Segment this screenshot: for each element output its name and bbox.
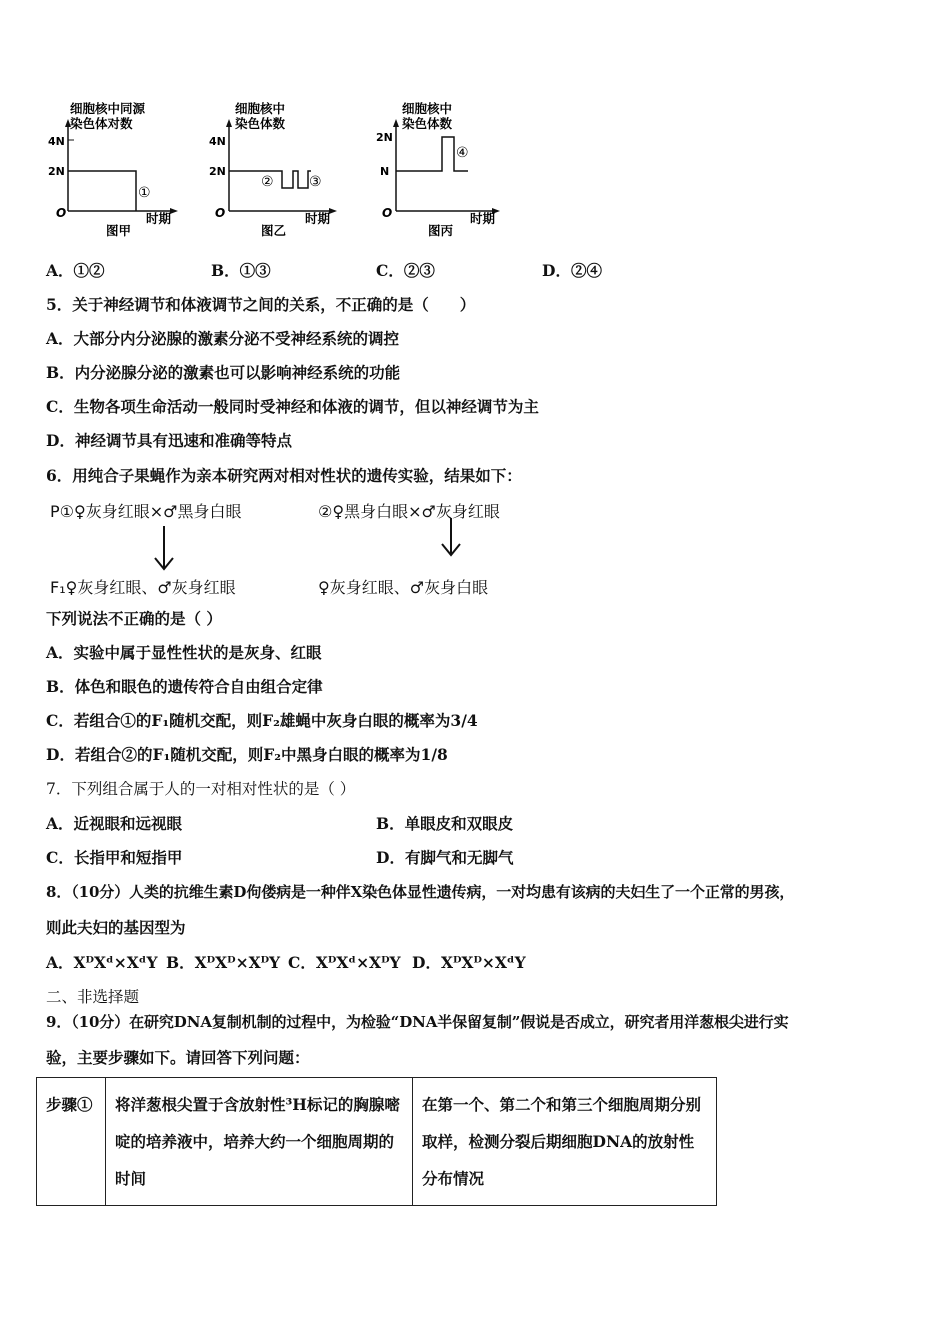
q9-step-procedure: 将洋葱根尖置于含放射性³H标记的胸腺嘧啶的培养液中，培养大约一个细胞周期的时间 bbox=[106, 1078, 413, 1206]
q6-prompt: 下列说法不正确的是（ ） bbox=[46, 609, 222, 628]
q5-option-a: A．大部分内分泌腺的激素分泌不受神经系统的调控 bbox=[46, 329, 400, 348]
q7-option-a: A．近视眼和远视眼 bbox=[46, 814, 183, 833]
graph-yi-ylabel-2: 染色体数 bbox=[235, 116, 286, 131]
q6-cross2-parents: ②♀黑身白眼×♂灰身红眼 bbox=[318, 502, 500, 521]
graph-bing-ylabel-1: 细胞核中 bbox=[402, 101, 453, 116]
q7-option-c: C．长指甲和短指甲 bbox=[46, 848, 183, 867]
graph-jia-caption: 图甲 bbox=[106, 223, 132, 238]
q6-stem: 6．用纯合子果蝇作为亲本研究两对相对性状的遗传实验，结果如下： bbox=[46, 466, 522, 485]
graph-bing-xlabel: 时期 bbox=[470, 211, 496, 226]
q6-option-c: C．若组合①的F₁随机交配，则F₂雄蝇中灰身白眼的概率为3/4 bbox=[46, 711, 478, 730]
q6-cross1-arrow bbox=[150, 524, 180, 574]
q6-cross1-f1: F₁♀灰身红眼、♂灰身红眼 bbox=[50, 578, 236, 597]
q5-option-b: B．内分泌腺分泌的激素也可以影响神经系统的功能 bbox=[46, 363, 401, 382]
q4-option-d: D．②④ bbox=[542, 261, 602, 280]
q6-option-a: A．实验中属于显性性状的是灰身、红眼 bbox=[46, 643, 322, 662]
graph-yi bbox=[205, 95, 345, 249]
q7-stem: 7．下列组合属于人的一对相对性状的是（ ） bbox=[46, 780, 356, 798]
graph-yi-marker-2: ② bbox=[261, 174, 274, 190]
q9-step-label: 步骤① bbox=[37, 1078, 106, 1206]
graph-bing bbox=[372, 95, 512, 249]
q5-option-d: D．神经调节具有迅速和准确等特点 bbox=[46, 431, 292, 450]
graph-bing-tick-2n: 2N bbox=[376, 131, 393, 144]
q5-stem: 5．关于神经调节和体液调节之间的关系，不正确的是（ ） bbox=[46, 295, 476, 314]
graph-yi-ylabel-1: 细胞核中 bbox=[235, 101, 286, 116]
graph-yi-tick-4n: 4N bbox=[209, 135, 226, 148]
q9-stem-line1: 9．（10分）在研究DNA复制机制的过程中，为检验“DNA半保留复制”假说是否成立，研究者用洋葱根尖进行实 bbox=[46, 1013, 789, 1031]
q6-cross1-parents: P①♀灰身红眼×♂黑身白眼 bbox=[50, 502, 242, 521]
graph-jia-tick-4n: 4N bbox=[48, 135, 65, 148]
q8-option-c: C．XᴰXᵈ×XᴰY bbox=[288, 953, 401, 972]
graph-bing-caption: 图丙 bbox=[428, 223, 454, 238]
graph-bing-ylabel-2: 染色体数 bbox=[402, 116, 453, 131]
table-row bbox=[37, 1078, 717, 1206]
graph-yi-tick-2n: 2N bbox=[209, 165, 226, 178]
graph-jia bbox=[46, 95, 186, 249]
graph-bing-origin: O bbox=[382, 206, 393, 220]
q7-option-b: B．单眼皮和双眼皮 bbox=[376, 814, 514, 833]
graph-yi-xlabel: 时期 bbox=[305, 211, 331, 226]
q6-cross2-arrow bbox=[437, 516, 467, 561]
graph-yi-origin: O bbox=[215, 206, 226, 220]
q8-option-d: D．XᴰXᴰ×XᵈY bbox=[412, 953, 526, 972]
q9-steps-table bbox=[36, 1077, 717, 1206]
graph-yi-caption: 图乙 bbox=[261, 223, 287, 238]
graph-jia-origin: O bbox=[56, 206, 67, 220]
q8-stem-line2: 则此夫妇的基因型为 bbox=[46, 918, 186, 937]
q5-option-c: C．生物各项生命活动一般同时受神经和体液的调节，但以神经调节为主 bbox=[46, 397, 539, 416]
graph-yi-marker-3: ③ bbox=[309, 174, 322, 190]
section-title: 二、非选择题 bbox=[46, 988, 140, 1006]
graph-bing-marker: ④ bbox=[456, 145, 469, 161]
q4-option-a: A．①② bbox=[46, 261, 105, 280]
q6-option-d: D．若组合②的F₁随机交配，则F₂中黑身白眼的概率为1/8 bbox=[46, 745, 448, 764]
q8-option-a: A．XᴰXᵈ×XᵈY bbox=[46, 953, 158, 972]
q9-step-sampling: 在第一个、第二个和第三个细胞周期分别取样，检测分裂后期细胞DNA的放射性分布情况 bbox=[413, 1078, 717, 1206]
graph-jia-marker: ① bbox=[138, 185, 151, 201]
graph-jia-tick-2n: 2N bbox=[48, 165, 65, 178]
graph-jia-ylabel-1: 细胞核中同源 bbox=[70, 101, 146, 116]
graph-jia-ylabel-2: 染色体对数 bbox=[70, 116, 133, 131]
graph-bing-tick-n: N bbox=[380, 165, 390, 178]
graph-jia-xlabel: 时期 bbox=[146, 211, 172, 226]
q7-option-d: D．有脚气和无脚气 bbox=[376, 848, 514, 867]
q6-option-b: B．体色和眼色的遗传符合自由组合定律 bbox=[46, 677, 323, 696]
q6-cross2-f1: ♀灰身红眼、♂灰身白眼 bbox=[318, 578, 489, 597]
q4-option-c: C．②③ bbox=[376, 261, 435, 280]
q4-option-b: B．①③ bbox=[211, 261, 271, 280]
q8-option-b: B．XᴰXᴰ×XᴰY bbox=[166, 953, 281, 972]
q9-stem-line2: 验，主要步骤如下。请回答下列问题： bbox=[46, 1048, 310, 1067]
q8-stem-line1: 8．（10分）人类的抗维生素D佝偻病是一种伴X染色体显性遗传病，一对均患有该病的夫妇生了一个正常的男孩， bbox=[46, 883, 795, 901]
